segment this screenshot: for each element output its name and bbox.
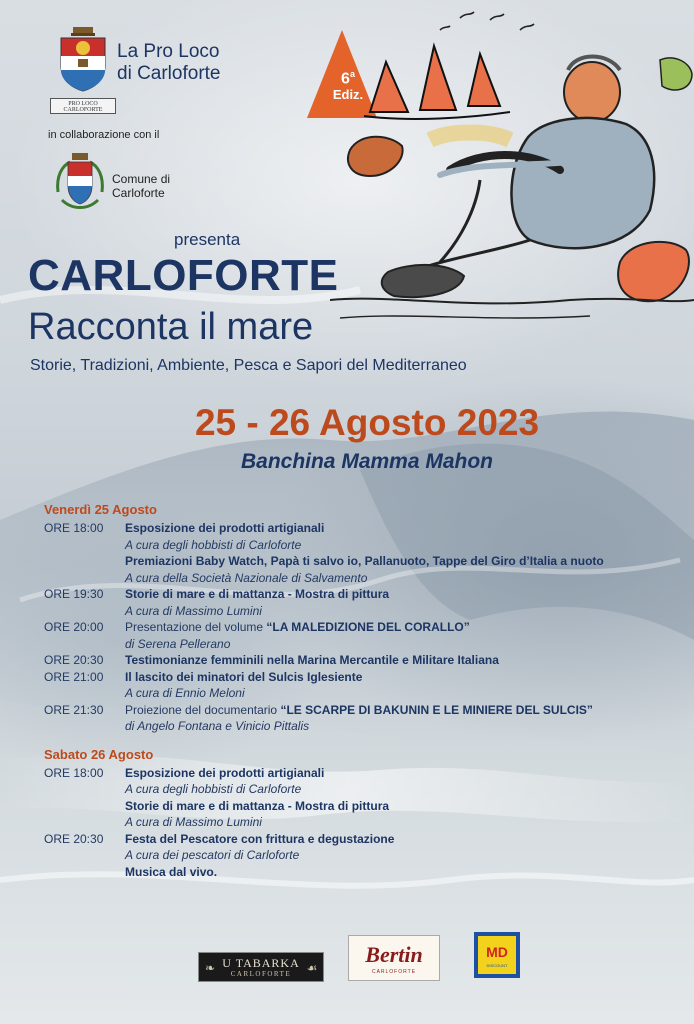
sponsor-u-tabarka-logo bbox=[198, 952, 324, 982]
programme-row bbox=[44, 781, 664, 798]
event-time-empty bbox=[44, 636, 125, 653]
sponsor-md-sub: DISCOUNT bbox=[486, 963, 508, 968]
event-title: CARLOFORTE bbox=[28, 251, 339, 300]
event-note: di Angelo Fontana e Vinicio Pittalis bbox=[125, 719, 310, 733]
programme-row bbox=[44, 798, 664, 815]
sponsor-bertin-name: Bertin bbox=[365, 942, 423, 967]
event-title-bold: “LE SCARPE DI BAKUNIN E LE MINIERE DEL SULCIS” bbox=[280, 702, 593, 717]
event-title-text: Musica dal vivo. bbox=[125, 864, 218, 879]
presents-text: presenta bbox=[174, 230, 241, 249]
proloco-tag-line2: CARLOFORTE bbox=[63, 107, 103, 113]
event-time: ORE 18:00 bbox=[44, 765, 104, 780]
event-title-text: Testimonianze femminili nella Marina Mercantile e Militare Italiana bbox=[125, 653, 499, 667]
day-separator bbox=[44, 735, 664, 745]
event-time: ORE 19:30 bbox=[44, 587, 104, 601]
edition-label: Ediz. bbox=[332, 87, 364, 103]
event-time: ORE 20:00 bbox=[44, 620, 104, 634]
collaboration-text: in collaborazione con il bbox=[48, 129, 160, 141]
event-note: A cura di Massimo Lumini bbox=[125, 603, 262, 618]
event-title-bold: “LA MALEDIZIONE DEL CORALLO” bbox=[266, 620, 470, 634]
event-time-empty bbox=[44, 798, 125, 815]
event-title-text bbox=[125, 619, 470, 636]
programme-row bbox=[44, 553, 664, 570]
edition-number: 6 bbox=[341, 70, 350, 88]
programme-row bbox=[44, 520, 664, 537]
programme-row bbox=[44, 603, 664, 620]
event-title-text: Storie di mare e di mattanza - Mostra di pittura bbox=[125, 798, 390, 813]
event-note: A cura di Massimo Lumini bbox=[125, 815, 262, 829]
proloco-tag bbox=[50, 98, 116, 114]
programme-row bbox=[44, 619, 664, 636]
day-header-saturday: Sabato 26 Agosto bbox=[44, 746, 154, 762]
sponsor-md-logo bbox=[474, 932, 520, 978]
sponsor-tabarka-sub: CARLOFORTE bbox=[230, 970, 292, 978]
programme-row bbox=[44, 685, 664, 702]
event-time-empty bbox=[44, 685, 125, 702]
swan-icon: ❧ bbox=[204, 961, 216, 975]
md-logo-inner bbox=[478, 936, 516, 974]
programme-row bbox=[44, 652, 664, 669]
programme-row bbox=[44, 847, 664, 864]
programme bbox=[44, 500, 664, 880]
event-title-text: Esposizione dei prodotti artigianali bbox=[125, 521, 325, 535]
event-title-plain: Proiezione del documentario bbox=[125, 702, 281, 717]
event-title-plain: Presentazione del volume bbox=[125, 620, 267, 634]
event-time-empty bbox=[44, 814, 125, 831]
programme-row bbox=[44, 814, 664, 831]
proloco-tag-line1: PRO LOCO bbox=[68, 101, 98, 107]
event-title-text: Il lascito dei minatori del Sulcis Iglesiente bbox=[125, 669, 363, 684]
event-note: A cura della Società Nazionale di Salvamento bbox=[125, 570, 368, 585]
programme-row bbox=[44, 537, 664, 554]
event-title-text bbox=[125, 702, 593, 719]
event-title-text: Festa del Pescatore con frittura e degustazione bbox=[125, 831, 395, 846]
programme-row bbox=[44, 765, 664, 782]
event-subtitle: Racconta il mare bbox=[28, 306, 314, 348]
sponsor-bertin-logo bbox=[348, 935, 440, 981]
event-time-empty bbox=[44, 570, 125, 587]
programme-row bbox=[44, 669, 664, 686]
proloco-name-line2: di Carloforte bbox=[117, 63, 221, 84]
event-time-empty bbox=[44, 537, 125, 554]
event-note: A cura degli hobbisti di Carloforte bbox=[125, 537, 302, 552]
event-dates: 25 - 26 Agosto 2023 bbox=[194, 402, 540, 443]
event-title-text: Storie di mare e di mattanza - Mostra di pittura bbox=[125, 587, 390, 601]
day-header-friday: Venerdì 25 Agosto bbox=[44, 502, 157, 517]
comune-line1: Comune di bbox=[112, 172, 171, 186]
event-time: ORE 20:30 bbox=[44, 653, 104, 667]
event-time-empty bbox=[44, 718, 125, 735]
event-time: ORE 21:00 bbox=[44, 669, 104, 684]
programme-row bbox=[44, 831, 664, 848]
event-time-empty bbox=[44, 781, 125, 798]
comune-line2: Carloforte bbox=[112, 186, 165, 200]
event-venue: Banchina Mamma Mahon bbox=[240, 450, 494, 473]
sponsor-md-name: MD bbox=[486, 944, 508, 960]
swan-icon: ☙ bbox=[306, 961, 318, 975]
event-note: di Serena Pellerano bbox=[125, 636, 231, 651]
proloco-crest-icon bbox=[58, 26, 108, 92]
event-note: A cura degli hobbisti di Carloforte bbox=[125, 782, 302, 796]
comune-crest-icon bbox=[54, 152, 106, 214]
proloco-name bbox=[117, 41, 221, 85]
event-note: A cura di Ennio Meloni bbox=[125, 686, 245, 700]
edition-superscript: a bbox=[349, 69, 355, 79]
event-tagline: Storie, Tradizioni, Ambiente, Pesca e Sapori del Mediterraneo bbox=[30, 357, 467, 374]
sponsor-tabarka-name: U TABARKA bbox=[222, 956, 300, 970]
seated-man-illustration-icon bbox=[330, 0, 694, 330]
event-title-text: Premiazioni Baby Watch, Papà ti salvo io, Pallanuoto, Tappe del Giro d’Italia a nuoto bbox=[125, 554, 604, 568]
comune-name bbox=[112, 172, 170, 200]
programme-row bbox=[44, 570, 664, 587]
event-time: ORE 18:00 bbox=[44, 521, 104, 535]
event-time-empty bbox=[44, 864, 125, 881]
event-title-text: Esposizione dei prodotti artigianali bbox=[125, 765, 325, 780]
programme-row bbox=[44, 864, 664, 881]
sponsor-bertin-sub: CARLOFORTE bbox=[371, 969, 417, 975]
event-time-empty bbox=[44, 553, 125, 570]
event-note: A cura dei pescatori di Carloforte bbox=[125, 848, 300, 862]
proloco-name-line1: La Pro Loco bbox=[117, 41, 220, 62]
event-time: ORE 21:30 bbox=[44, 702, 104, 717]
programme-row bbox=[44, 702, 664, 719]
event-time-empty bbox=[44, 847, 125, 864]
event-time-empty bbox=[44, 603, 125, 620]
programme-row bbox=[44, 636, 664, 653]
programme-row bbox=[44, 718, 664, 735]
programme-row bbox=[44, 586, 664, 603]
event-time: ORE 20:30 bbox=[44, 831, 104, 846]
